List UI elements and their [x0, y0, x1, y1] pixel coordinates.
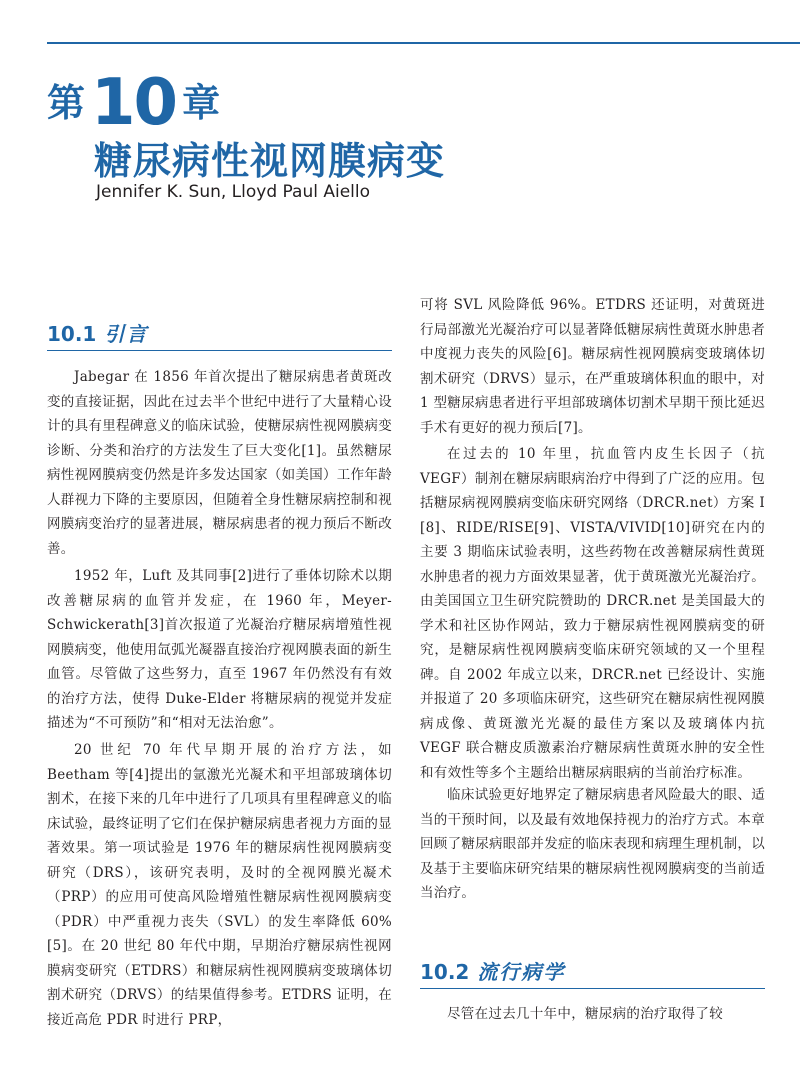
chapter-heading: [47, 66, 220, 140]
section-heading-epidemiology: [420, 956, 565, 985]
section-heading-intro: [47, 318, 148, 347]
paragraph: 20 世纪 70 年代早期开展的治疗方法，如 Beetham 等[4]提出的氩激光光凝术和平坦部玻璃体切割术，在接下来的几年中进行了几项具有里程碑意义的临床试验，最终证明了它们在保护糖尿病患者视力方面的显著效果。第一项试验是 1976 年的糖尿病性视网膜病变研究（DRS），该研究表明，及时的全视网膜光凝术（PRP）的应用可使高风险增殖性糖尿病性视网膜病变（PDR）中严重视力丧失（SVL）的发生率降低 60%[5]。在 20 世纪 80 年代中期，早期治疗糖尿病性视网膜病变研究（ETDRS）和糖尿病性视网膜病变玻璃体切割术研究（DRVS）的结果值得参考。ETDRS 证明，在接近高危 PDR 时进行 PRP，: [47, 742, 392, 1028]
section-number: 10.1: [47, 322, 97, 346]
top-rule: [47, 42, 800, 44]
section-title: 引言: [104, 322, 149, 346]
section-rule: [420, 988, 765, 989]
paragraph: 1952 年，Luft 及其同事[2]进行了垂体切除术以期改善糖尿病的血管并发症，在 1960 年，Meyer-Schwickerath[3]首次报道了光凝治疗糖尿病增殖性视网膜病变，他使用氙弧光凝器直接治疗视网膜表面的新生血管。尽管做了这些努力，直至 1967 年仍然没有有效的治疗方法，使得 Duke-Elder 将糖尿病的视觉并发症描述为“不可预防”和“相对无法治愈”。: [47, 568, 392, 731]
chapter-title: 糖尿病性视网膜病变: [94, 139, 446, 183]
chapter-suffix: 章: [182, 81, 221, 125]
paragraph: Jabegar 在 1856 年首次提出了糖尿病患者黄斑改变的直接证据，因此在过去半个世纪中进行了大量精心设计的具有里程碑意义的临床试验，使糖尿病性视网膜病变诊断、分类和治疗的方法发生了巨大变化[1]。虽然糖尿病性视网膜病变仍然是许多发达国家（如美国）工作年龄人群视力下降的主要原因，但随着全身性糖尿病控制和视网膜病变治疗的显著进展，糖尿病患者的视力预后不断改善。: [47, 369, 392, 557]
section-title: 流行病学: [477, 960, 566, 984]
paragraph: 尽管在过去几十年中，糖尿病的治疗取得了较: [447, 1006, 723, 1022]
paragraph: 可将 SVL 风险降低 96%。ETDRS 还证明，对黄斑进行局部激光光凝治疗可以显著降低糖尿病性黄斑水肿患者中度视力丧失的风险[6]。糖尿病性视网膜病变玻璃体切割术研究（DRVS）显示，在严重玻璃体积血的眼中，对 1 型糖尿病患者进行平坦部玻璃体切割术早期干预比延迟手术有更好的视力预后[7]。: [420, 297, 765, 436]
section-rule: [47, 350, 392, 351]
authors: Jennifer K. Sun, Lloyd Paul Aiello: [96, 182, 371, 202]
chapter-number: 10: [91, 66, 177, 140]
chapter-prefix: 第: [47, 81, 86, 125]
paragraph: 在过去的 10 年里，抗血管内皮生长因子（抗 VEGF）制剂在糖尿病眼病治疗中得到了广泛的应用。包括糖尿病视网膜病变临床研究网络（DRCR.net）方案 I [8]、RIDE/RISE[9]、VISTA/VIVID[10]研究在内的主要 3 期临床试验表明，这些药物在改善糖尿病性黄斑水肿患者的视力方面效果显著，优于黄斑激光光凝治疗。由美国国立卫生研究院赞助的 DRCR.net 是美国最大的学术和社区协作网站，致力于糖尿病性视网膜病变的研究，是糖尿病性视网膜病变临床研究领域的又一个里程碑。自 2002 年成立以来，DRCR.net 已经设计、实施并报道了 20 多项临床研究，这些研究在糖尿病性视网膜病成像、黄斑激光光凝的最佳方案以及玻璃体内抗 VEGF 联合糖皮质激素治疗糖尿病性黄斑水肿的安全性和有效性等多个主题给出糖尿病眼病的当前治疗标准。: [420, 446, 765, 781]
section-number: 10.2: [420, 960, 470, 984]
paragraph: 临床试验更好地界定了糖尿病患者风险最大的眼、适当的干预时间，以及最有效地保持视力的治疗方式。本章回顾了糖尿病眼部并发症的临床表现和病理生理机制，以及基于主要临床研究结果的糖尿病性视网膜病变的当前适当治疗。: [420, 787, 765, 901]
